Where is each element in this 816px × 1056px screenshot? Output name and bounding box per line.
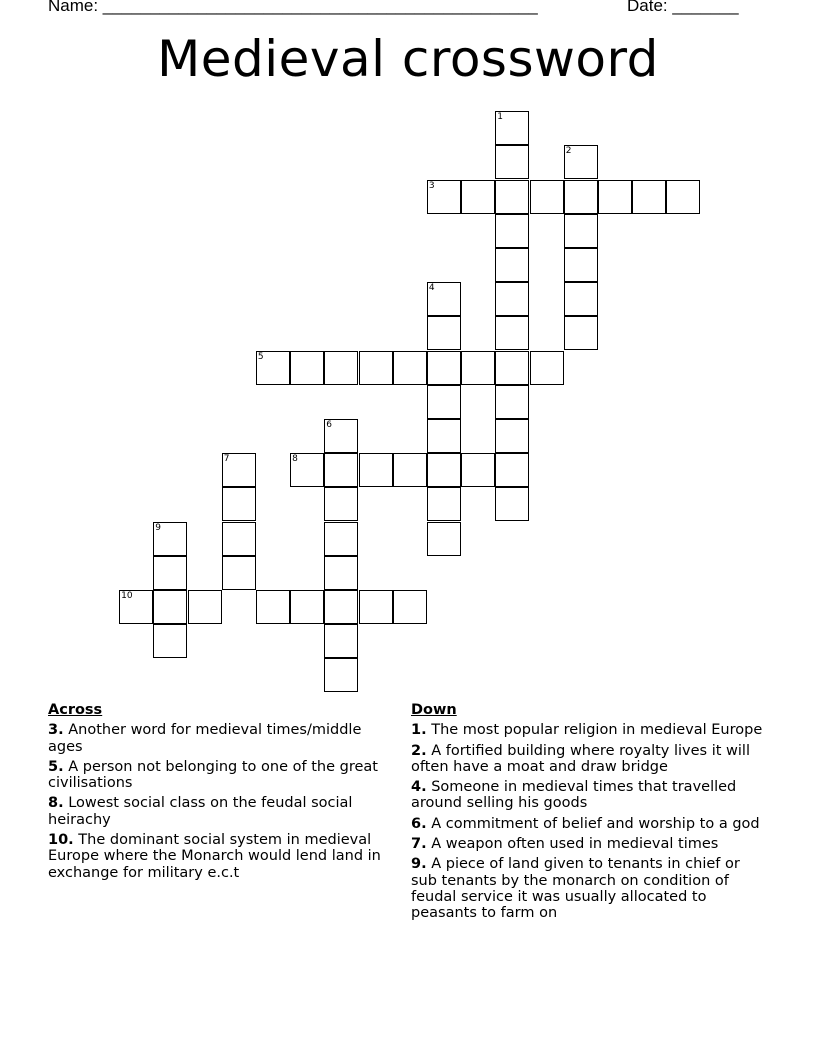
crossword-cell[interactable]	[222, 487, 256, 521]
crossword-cell[interactable]	[564, 248, 598, 282]
crossword-cell[interactable]	[427, 419, 461, 453]
crossword-cell[interactable]	[495, 180, 529, 214]
crossword-cell[interactable]	[256, 590, 290, 624]
crossword-cell[interactable]	[153, 624, 187, 658]
crossword-cell[interactable]	[427, 180, 461, 214]
crossword-cell[interactable]	[495, 111, 529, 145]
clue-text: Someone in medieval times that travelled around selling his goods	[411, 779, 737, 812]
crossword-cell[interactable]	[324, 419, 358, 453]
clue-text: Lowest social class on the feudal social heirachy	[48, 795, 353, 828]
crossword-cell[interactable]	[324, 522, 358, 556]
crossword-cell[interactable]	[222, 556, 256, 590]
clue-number-label: 6	[326, 419, 333, 430]
crossword-cell[interactable]	[461, 351, 495, 385]
crossword-cell[interactable]	[324, 351, 358, 385]
page-title: Medieval crossword	[157, 30, 659, 88]
clue-text: A weapon often used in medieval times	[431, 836, 719, 853]
clue-number: 6.	[411, 815, 427, 832]
clue-number-label: 3	[428, 180, 435, 191]
crossword-cell[interactable]	[153, 590, 187, 624]
clue-number-label: 10	[121, 590, 133, 601]
crossword-cell[interactable]	[359, 590, 393, 624]
clue-text: Another word for medieval times/middle ages	[48, 722, 362, 755]
clue-number: 7.	[411, 836, 427, 853]
crossword-cell[interactable]	[222, 453, 256, 487]
name-line[interactable]: Name: ______________________________________________	[48, 0, 538, 15]
crossword-cell[interactable]	[153, 522, 187, 556]
crossword-cell[interactable]	[324, 590, 358, 624]
crossword-cell[interactable]	[290, 453, 324, 487]
crossword-cell[interactable]	[290, 351, 324, 385]
clue-down-6	[411, 816, 766, 832]
crossword-cell[interactable]	[564, 180, 598, 214]
crossword-cell[interactable]	[324, 556, 358, 590]
crossword-cell[interactable]	[495, 248, 529, 282]
across-clues	[48, 702, 398, 885]
clue-number: 5.	[48, 758, 64, 775]
clue-text: A fortified building where royalty lives it will often have a moat and draw bridge	[411, 742, 750, 775]
clue-number-label: 2	[565, 146, 572, 157]
down-heading: Down	[411, 702, 457, 718]
down-clues	[411, 702, 766, 926]
crossword-cell[interactable]	[495, 282, 529, 316]
clue-number: 2.	[411, 742, 427, 759]
crossword-cell[interactable]	[495, 214, 529, 248]
clue-down-2	[411, 743, 766, 776]
clue-across-8	[48, 795, 398, 828]
crossword-cell[interactable]	[324, 658, 358, 692]
crossword-cell[interactable]	[427, 351, 461, 385]
crossword-cell[interactable]	[564, 316, 598, 350]
clue-text: A piece of land given to tenants in chief or sub tenants by the monarch on condition of feudal service it was usually allocated to peasants to farm on	[411, 856, 740, 922]
crossword-cell[interactable]	[393, 453, 427, 487]
clue-down-1	[411, 722, 766, 738]
clue-number-label: 7	[223, 454, 230, 465]
clue-number: 3.	[48, 722, 64, 739]
clue-across-3	[48, 722, 398, 755]
clue-across-10	[48, 832, 398, 881]
crossword-cell[interactable]	[153, 556, 187, 590]
crossword-cell[interactable]	[530, 180, 564, 214]
clue-number-label: 9	[155, 522, 162, 533]
crossword-cell[interactable]	[427, 522, 461, 556]
crossword-cell[interactable]	[461, 453, 495, 487]
crossword-cell[interactable]	[393, 590, 427, 624]
clue-number: 8.	[48, 795, 64, 812]
crossword-cell[interactable]	[495, 385, 529, 419]
clue-down-9	[411, 856, 766, 921]
clue-number: 10.	[48, 832, 74, 849]
clue-down-4	[411, 779, 766, 812]
clue-text: The most popular religion in medieval Europe	[431, 722, 763, 739]
crossword-cell[interactable]	[427, 453, 461, 487]
crossword-cell[interactable]	[564, 282, 598, 316]
crossword-cell[interactable]	[256, 351, 290, 385]
across-heading: Across	[48, 702, 103, 718]
crossword-cell[interactable]	[188, 590, 222, 624]
crossword-cell[interactable]	[427, 385, 461, 419]
crossword-cell[interactable]	[632, 180, 666, 214]
clue-text: A person not belonging to one of the great civilisations	[48, 758, 378, 792]
crossword-cell[interactable]	[461, 180, 495, 214]
crossword-cell[interactable]	[564, 214, 598, 248]
clue-number-label: 1	[497, 112, 504, 123]
crossword-cell[interactable]	[495, 453, 529, 487]
clue-text: A commitment of belief and worship to a god	[431, 815, 760, 832]
date-line[interactable]: Date: _______	[627, 0, 739, 15]
clue-down-7	[411, 836, 766, 852]
crossword-cell[interactable]	[324, 487, 358, 521]
clue-number: 1.	[411, 722, 427, 739]
clue-number: 9.	[411, 856, 427, 873]
crossword-cell[interactable]	[495, 351, 529, 385]
clue-across-5	[48, 759, 398, 792]
crossword-cell[interactable]	[495, 316, 529, 350]
crossword-cell[interactable]	[598, 180, 632, 214]
clue-number: 4.	[411, 779, 427, 796]
crossword-cell[interactable]	[427, 282, 461, 316]
crossword-cell[interactable]	[427, 487, 461, 521]
crossword-cell[interactable]	[666, 180, 700, 214]
crossword-cell[interactable]	[393, 351, 427, 385]
crossword-cell[interactable]	[359, 453, 393, 487]
clue-number-label: 4	[428, 283, 435, 294]
crossword-cell[interactable]	[290, 590, 324, 624]
crossword-cell[interactable]	[324, 453, 358, 487]
clue-number-label: 5	[257, 351, 264, 362]
crossword-cell[interactable]	[427, 316, 461, 350]
clue-number-label: 8	[292, 454, 298, 465]
crossword-cell[interactable]	[495, 419, 529, 453]
crossword-cell[interactable]	[119, 590, 153, 624]
crossword-cell[interactable]	[324, 624, 358, 658]
crossword-cell[interactable]	[359, 351, 393, 385]
crossword-cell[interactable]	[495, 145, 529, 179]
crossword-cell[interactable]	[222, 522, 256, 556]
crossword-cell[interactable]	[495, 487, 529, 521]
clue-text: The dominant social system in medieval Europe where the Monarch would lend land in exchange for military e.c.t	[48, 832, 381, 881]
crossword-cell[interactable]	[564, 145, 598, 179]
crossword-cell[interactable]	[530, 351, 564, 385]
